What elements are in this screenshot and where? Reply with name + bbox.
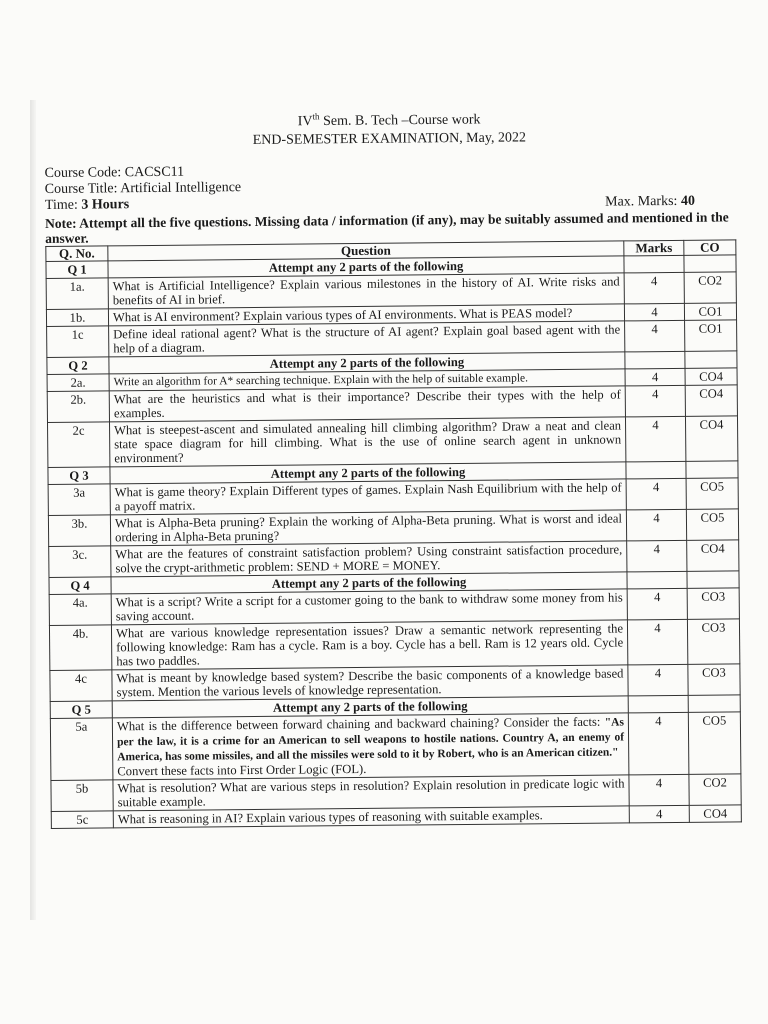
question-marks: 4: [627, 588, 687, 620]
group-co-empty: [685, 351, 737, 368]
group-co-empty: [688, 695, 740, 712]
group-marks-empty: [626, 461, 686, 479]
question-text: [109, 321, 625, 357]
question-co: CO4: [689, 804, 741, 821]
question-text: [111, 620, 627, 670]
question-number: 3b.: [48, 515, 110, 547]
question-text: [111, 589, 627, 625]
question-marks: 4: [625, 416, 685, 462]
question-marks: 4: [629, 774, 689, 806]
question-marks: 4: [625, 385, 685, 417]
question-text-main: What is steepest-ascent and simulated annealing hill climbing algorithm? Draw a neat and clean state space diagram for hill climbing. What is the use of online search agent in unknown environment?: [114, 418, 622, 465]
group-number: Q 2: [47, 357, 109, 375]
group-instruction: Attempt any 2 parts of the following: [109, 352, 625, 374]
course-code: Course Code: CACSC11: [44, 164, 185, 181]
question-marks: 4: [626, 478, 686, 510]
group-instruction: Attempt any 2 parts of the following: [108, 256, 624, 278]
question-marks: 4: [625, 368, 685, 386]
question-table-body: [46, 255, 741, 829]
question-number: 2c: [47, 422, 109, 468]
question-text-main: What is resolution? What are various steps in resolution? Explain resolution in predicate logic with suitable example.: [117, 776, 625, 809]
question-co: CO4: [687, 540, 739, 571]
scan-shadow-edge: [30, 100, 36, 920]
question-marks: 4: [628, 664, 688, 696]
question-text-main: What are the features of constraint satisfaction problem? Using constraint satisfaction procedure, solve the crypt-arithmetic problem: SEND + MORE = MONEY.: [115, 542, 623, 575]
question-marks: 4: [626, 509, 686, 541]
programme-text: Sem. B. Tech –Course work: [319, 112, 481, 130]
question-co: CO2: [689, 773, 741, 804]
question-co: CO1: [684, 303, 736, 320]
question-co: CO5: [686, 509, 738, 540]
question-text-main: Define ideal rational agent? What is the structure of AI agent? Explain goal based agent with the help of a diagram.: [113, 322, 621, 356]
group-number: Q 4: [49, 577, 111, 595]
question-text-main: Write an algorithm for A* searching technique. Explain with the help of suitable example.: [113, 372, 529, 389]
question-number: 1c: [47, 326, 109, 358]
question-marks: 4: [627, 619, 687, 665]
question-number: 3c.: [49, 546, 111, 578]
question-facts: "As per the law, it is a crime for an American to sell weapons to hostile nations. Country A, an enemy of America, has some missiles, and all the missiles were sold to it by Robert, who is an American citizen.": [117, 716, 625, 763]
question-text-main: What is meant by knowledge based system? Describe the basic components of a knowledge based system. Mention the various levels of knowledge representation.: [116, 666, 624, 699]
header-question: Question: [108, 241, 624, 261]
question-marks: 4: [629, 805, 689, 823]
question-marks: 4: [625, 320, 685, 352]
question-text-main: What is Alpha-Beta pruning? Explain the working of Alpha-Beta pruning. What is worst and ideal ordering in Alpha-Beta pruning?: [114, 511, 623, 544]
question-number: 4a.: [49, 594, 111, 626]
question-co: CO4: [685, 368, 737, 385]
header-co: CO: [684, 240, 736, 255]
group-instruction: Attempt any 2 parts of the following: [111, 572, 627, 594]
question-text: [109, 417, 625, 467]
group-marks-empty: [628, 695, 688, 713]
question-number: 1b.: [46, 309, 108, 327]
exam-time: Time: 3 Hours: [44, 196, 130, 213]
question-number: 2b.: [47, 391, 109, 423]
question-table: [45, 239, 742, 829]
group-co-empty: [684, 255, 736, 272]
exam-sheet: [44, 103, 741, 828]
question-marks: 4: [624, 303, 684, 321]
question-row: [47, 416, 737, 468]
question-co: CO4: [685, 416, 737, 461]
semester-suffix: th: [312, 111, 320, 122]
question-text-main: What is game theory? Explain Different types of games. Explain Nash Equilibrium with the help of a payoff matrix.: [114, 480, 622, 513]
question-number: 4c: [50, 670, 112, 702]
question-marks: 4: [627, 540, 687, 572]
header-qno: Q. No.: [46, 246, 108, 262]
question-text: [113, 775, 629, 811]
question-co: CO5: [686, 478, 738, 509]
question-marks: 4: [628, 712, 689, 775]
instructions-note: Note: Attempt all the five questions. Missing data / information (if any), may be suitably assumed and mentioned in the answer.: [45, 209, 729, 246]
question-row: [49, 619, 739, 671]
question-text-after: Convert these facts into First Order Logic (FOL).: [117, 761, 367, 778]
group-number: Q 1: [46, 261, 108, 279]
question-co: CO1: [685, 320, 737, 351]
question-number: 1a.: [46, 278, 108, 310]
question-co: CO4: [685, 385, 737, 416]
question-text: [113, 806, 629, 828]
question-text: [112, 665, 628, 701]
question-number: 5c: [51, 811, 113, 829]
question-text: [108, 273, 624, 309]
question-text: [110, 510, 626, 546]
question-text-main: What is the difference between forward chaining and backward chaining? Consider the facts:: [116, 714, 605, 733]
question-text: [112, 713, 629, 780]
question-co: CO3: [688, 664, 740, 695]
question-marks: 4: [624, 272, 684, 304]
question-text-main: What is Artificial Intelligence? Explain various milestones in the history of AI. Write risks and benefits of AI in brief.: [112, 274, 620, 308]
question-number: 3a: [48, 484, 110, 516]
group-co-empty: [687, 571, 739, 588]
course-title: Course Title: Artificial Intelligence: [44, 179, 242, 197]
group-instruction: Attempt any 2 parts of the following: [112, 696, 628, 718]
question-co: CO3: [687, 619, 739, 664]
question-text: [111, 541, 627, 577]
exam-title: END-SEMESTER EXAMINATION, May, 2022: [252, 130, 526, 148]
group-marks-empty: [625, 351, 685, 369]
question-text-main: What are various knowledge representation issues? Draw a semantic network representing the following knowledge: Ram has a cycle. Ram is a boy. Cycle has a bell. Ram is 12 years old. Cycle has two paddles.: [115, 621, 624, 668]
semester-number: IV: [297, 114, 313, 130]
question-co: CO2: [684, 272, 736, 303]
group-number: Q 3: [48, 467, 110, 485]
group-marks-empty: [624, 255, 684, 273]
question-co: CO5: [688, 712, 741, 774]
group-instruction: Attempt any 2 parts of the following: [110, 462, 626, 484]
question-number: 4b.: [49, 625, 111, 671]
question-text: [110, 479, 626, 515]
question-co: CO3: [687, 588, 739, 619]
question-text-main: What are the heuristics and what is their importance? Describe their types with the help of examples.: [113, 387, 621, 420]
group-number: Q 5: [50, 701, 112, 719]
question-text-main: What is reasoning in AI? Explain various types of reasoning with suitable examples.: [117, 807, 543, 826]
question-number: 5b: [51, 780, 113, 812]
group-marks-empty: [627, 571, 687, 589]
question-text: [109, 386, 625, 422]
course-meta: [45, 159, 735, 214]
group-co-empty: [686, 461, 738, 478]
question-text-main: What is AI environment? Explain various types of AI environments. What is PEAS model?: [112, 305, 573, 325]
question-text-main: What is a script? Write a script for a customer going to the bank to withdraw some money from his saving account.: [115, 590, 623, 623]
question-number: 5a: [50, 718, 113, 781]
header-marks: Marks: [624, 240, 684, 256]
question-row: [50, 712, 741, 781]
question-number: 2a.: [47, 374, 109, 392]
max-marks: Max. Marks: 40: [605, 193, 695, 210]
